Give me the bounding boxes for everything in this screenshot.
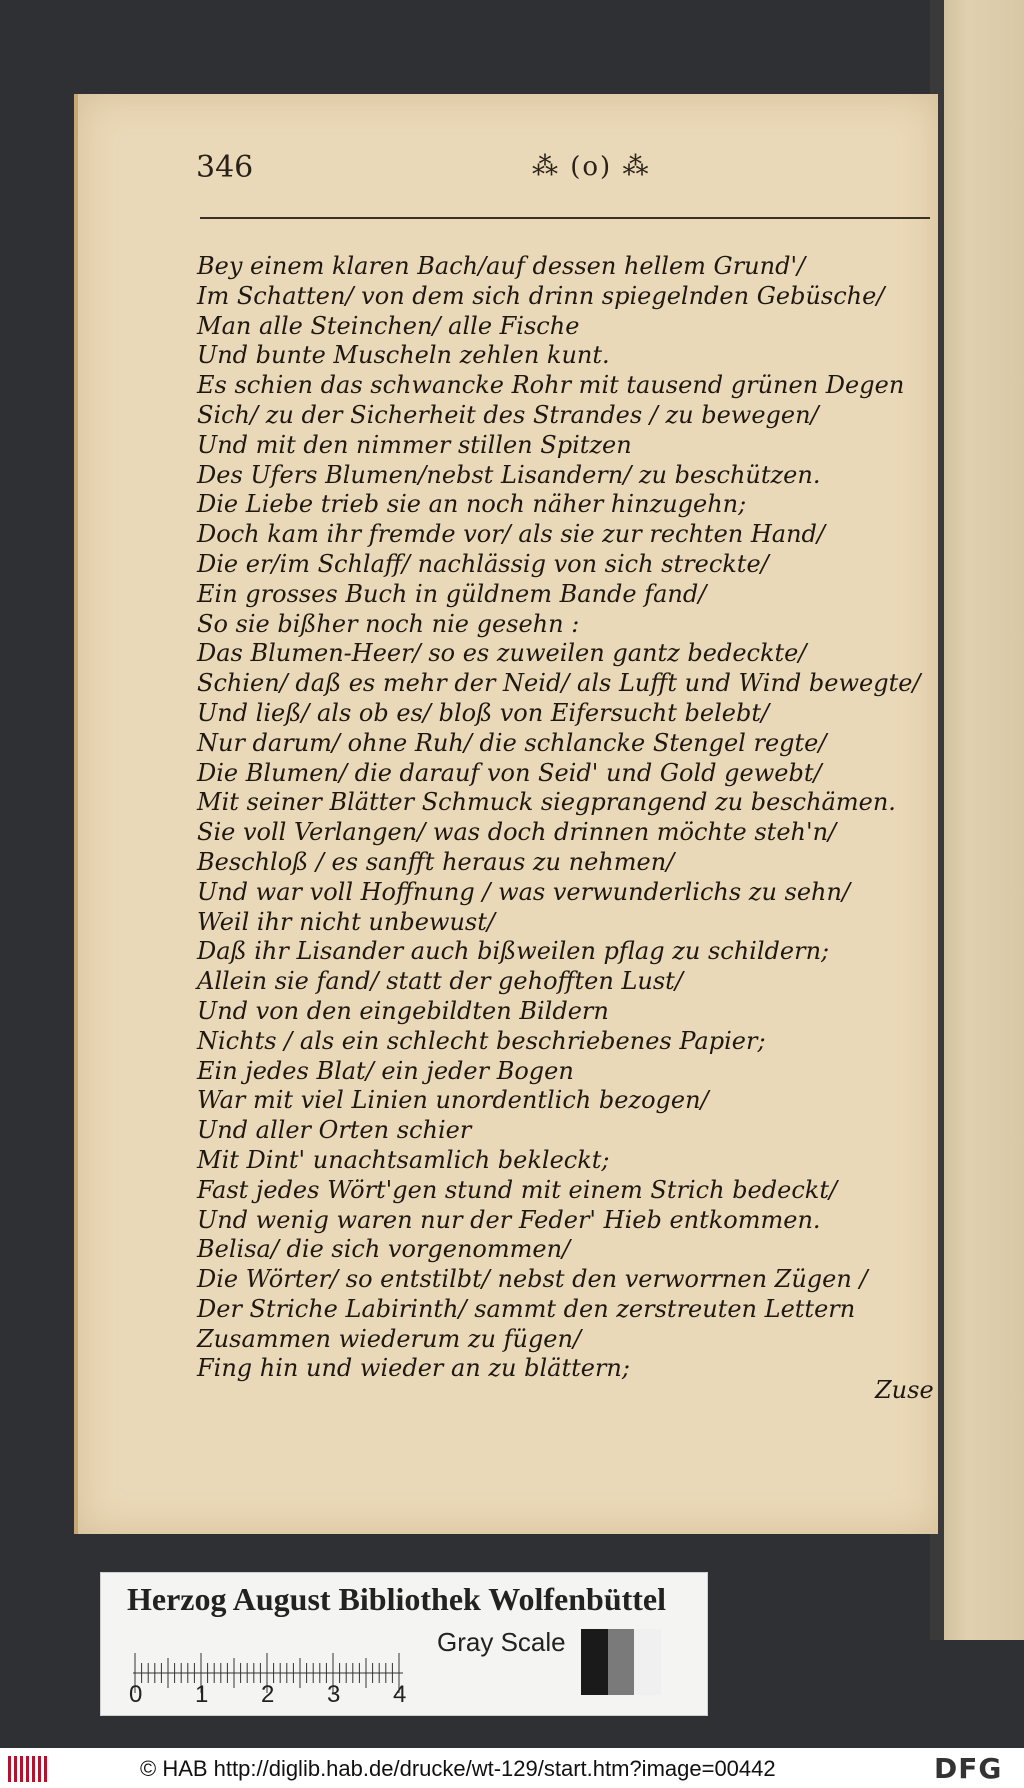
ruler-number: 2 bbox=[261, 1681, 275, 1708]
poem-line: Schien/ daß es mehr der Neid/ als Lufft und Wind bewegte/ bbox=[197, 669, 921, 698]
poem-line: Und wenig waren nur der Feder' Hieb entkommen. bbox=[197, 1205, 821, 1234]
poem-line: Man alle Steinchen/ alle Fische bbox=[197, 311, 580, 340]
dfg-logo: DFG bbox=[934, 1752, 1003, 1785]
poem-line: Fast jedes Wört'gen stund mit einem Strich bedeckt/ bbox=[197, 1175, 838, 1204]
poem-line: Das Blumen-Heer/ so es zuweilen gantz bedeckte/ bbox=[197, 639, 807, 668]
footer-credit: © HAB http://diglib.hab.de/drucke/wt-129/start.htm?image=00442 bbox=[140, 1756, 776, 1781]
ruler-number: 4 bbox=[393, 1681, 407, 1708]
poem-line: Im Schatten/ von dem sich drinn spiegelnden Gebüsche/ bbox=[197, 281, 885, 310]
poem-line: Des Ufers Blumen/nebst Lisandern/ zu beschützen. bbox=[197, 460, 821, 489]
hab-logo-icon bbox=[8, 1756, 48, 1782]
poem-line: Sich/ zu der Sicherheit des Strandes / zu bewegen/ bbox=[197, 400, 819, 429]
ruler-number: 0 bbox=[129, 1681, 143, 1708]
poem-text bbox=[197, 252, 921, 1384]
page-header bbox=[122, 150, 922, 190]
gray-scale-swatches bbox=[581, 1629, 661, 1695]
library-title: Herzog August Bibliothek Wolfenbüttel bbox=[127, 1581, 667, 1617]
poem-line: Nur darum/ ohne Ruh/ die schlancke Stengel regte/ bbox=[197, 728, 827, 757]
poem-line: Die Liebe trieb sie an noch näher hinzugehn; bbox=[197, 490, 747, 519]
poem-line: War mit viel Linien unordentlich bezogen/ bbox=[197, 1086, 709, 1115]
poem-line: Der Striche Labirinth/ sammt den zerstreuten Lettern bbox=[197, 1294, 856, 1323]
poem-line: So sie bißher noch nie gesehn : bbox=[197, 609, 580, 638]
catchword: Zuse bbox=[875, 1376, 934, 1404]
ruler-number: 1 bbox=[195, 1681, 209, 1708]
poem-line: Die er/im Schlaff/ nachlässig von sich streckte/ bbox=[197, 549, 769, 578]
poem-line: Daß ihr Lisander auch bißweilen pflag zu schildern; bbox=[197, 937, 830, 966]
poem-line: Die Blumen/ die darauf von Seid' und Gold gewebt/ bbox=[197, 758, 822, 787]
poem-line: Belisa/ die sich vorgenommen/ bbox=[197, 1235, 571, 1264]
gray-swatch bbox=[581, 1629, 608, 1695]
poem-line: Zusammen wiederum zu fügen/ bbox=[197, 1324, 582, 1353]
poem-line: Und ließ/ als ob es/ bloß von Eifersucht belebt/ bbox=[197, 698, 770, 727]
poem-line: Und war voll Hoffnung / was verwunderlichs zu sehn/ bbox=[197, 877, 851, 906]
next-page-edge bbox=[930, 0, 1024, 1640]
gray-swatch bbox=[608, 1629, 635, 1695]
poem-line: Doch kam ihr fremde vor/ als sie zur rechten Hand/ bbox=[197, 520, 826, 549]
poem-line: Weil ihr nicht unbewust/ bbox=[197, 907, 495, 936]
poem-line: Beschloß / es sanfft heraus zu nehmen/ bbox=[197, 847, 675, 876]
poem-line: Mit Dint' unachtsamlich bekleckt; bbox=[197, 1145, 610, 1174]
poem-line: Es schien das schwancke Rohr mit tausend grünen Degen bbox=[197, 371, 905, 400]
poem-line: Sie voll Verlangen/ was doch drinnen möchte steh'n/ bbox=[197, 818, 837, 847]
poem-line: Fing hin und wieder an zu blättern; bbox=[197, 1354, 630, 1383]
poem-line: Und bunte Muscheln zehlen kunt. bbox=[197, 341, 610, 370]
ruler-number: 3 bbox=[327, 1681, 341, 1708]
page-number: 346 bbox=[196, 150, 254, 185]
gray-swatch bbox=[634, 1629, 661, 1695]
library-label bbox=[100, 1572, 708, 1716]
header-ornament: ⁂ (o) ⁂ bbox=[532, 152, 651, 182]
poem-line: Und mit den nimmer stillen Spitzen bbox=[197, 430, 632, 459]
poem-line: Die Wörter/ so entstilbt/ nebst den verworrnen Zügen / bbox=[197, 1265, 868, 1294]
poem-line: Und von den eingebildten Bildern bbox=[197, 996, 609, 1025]
footer-bar bbox=[0, 1748, 1024, 1788]
ruler-scale bbox=[133, 1633, 433, 1713]
gray-scale-label: Gray Scale bbox=[437, 1627, 566, 1657]
poem-line: Ein grosses Buch in güldnem Bande fand/ bbox=[197, 579, 707, 608]
poem-line: Bey einem klaren Bach/auf dessen hellem Grund'/ bbox=[197, 252, 806, 280]
poem-line: Allein sie fand/ statt der gehofften Lust/ bbox=[197, 967, 683, 996]
poem-line: Nichts / als ein schlecht beschriebenes Papier; bbox=[197, 1026, 766, 1055]
poem-line: Und aller Orten schier bbox=[197, 1116, 472, 1145]
poem-line: Mit seiner Blätter Schmuck siegprangend zu beschämen. bbox=[197, 788, 896, 817]
header-rule bbox=[200, 217, 930, 219]
poem-line: Ein jedes Blat/ ein jeder Bogen bbox=[197, 1056, 574, 1085]
